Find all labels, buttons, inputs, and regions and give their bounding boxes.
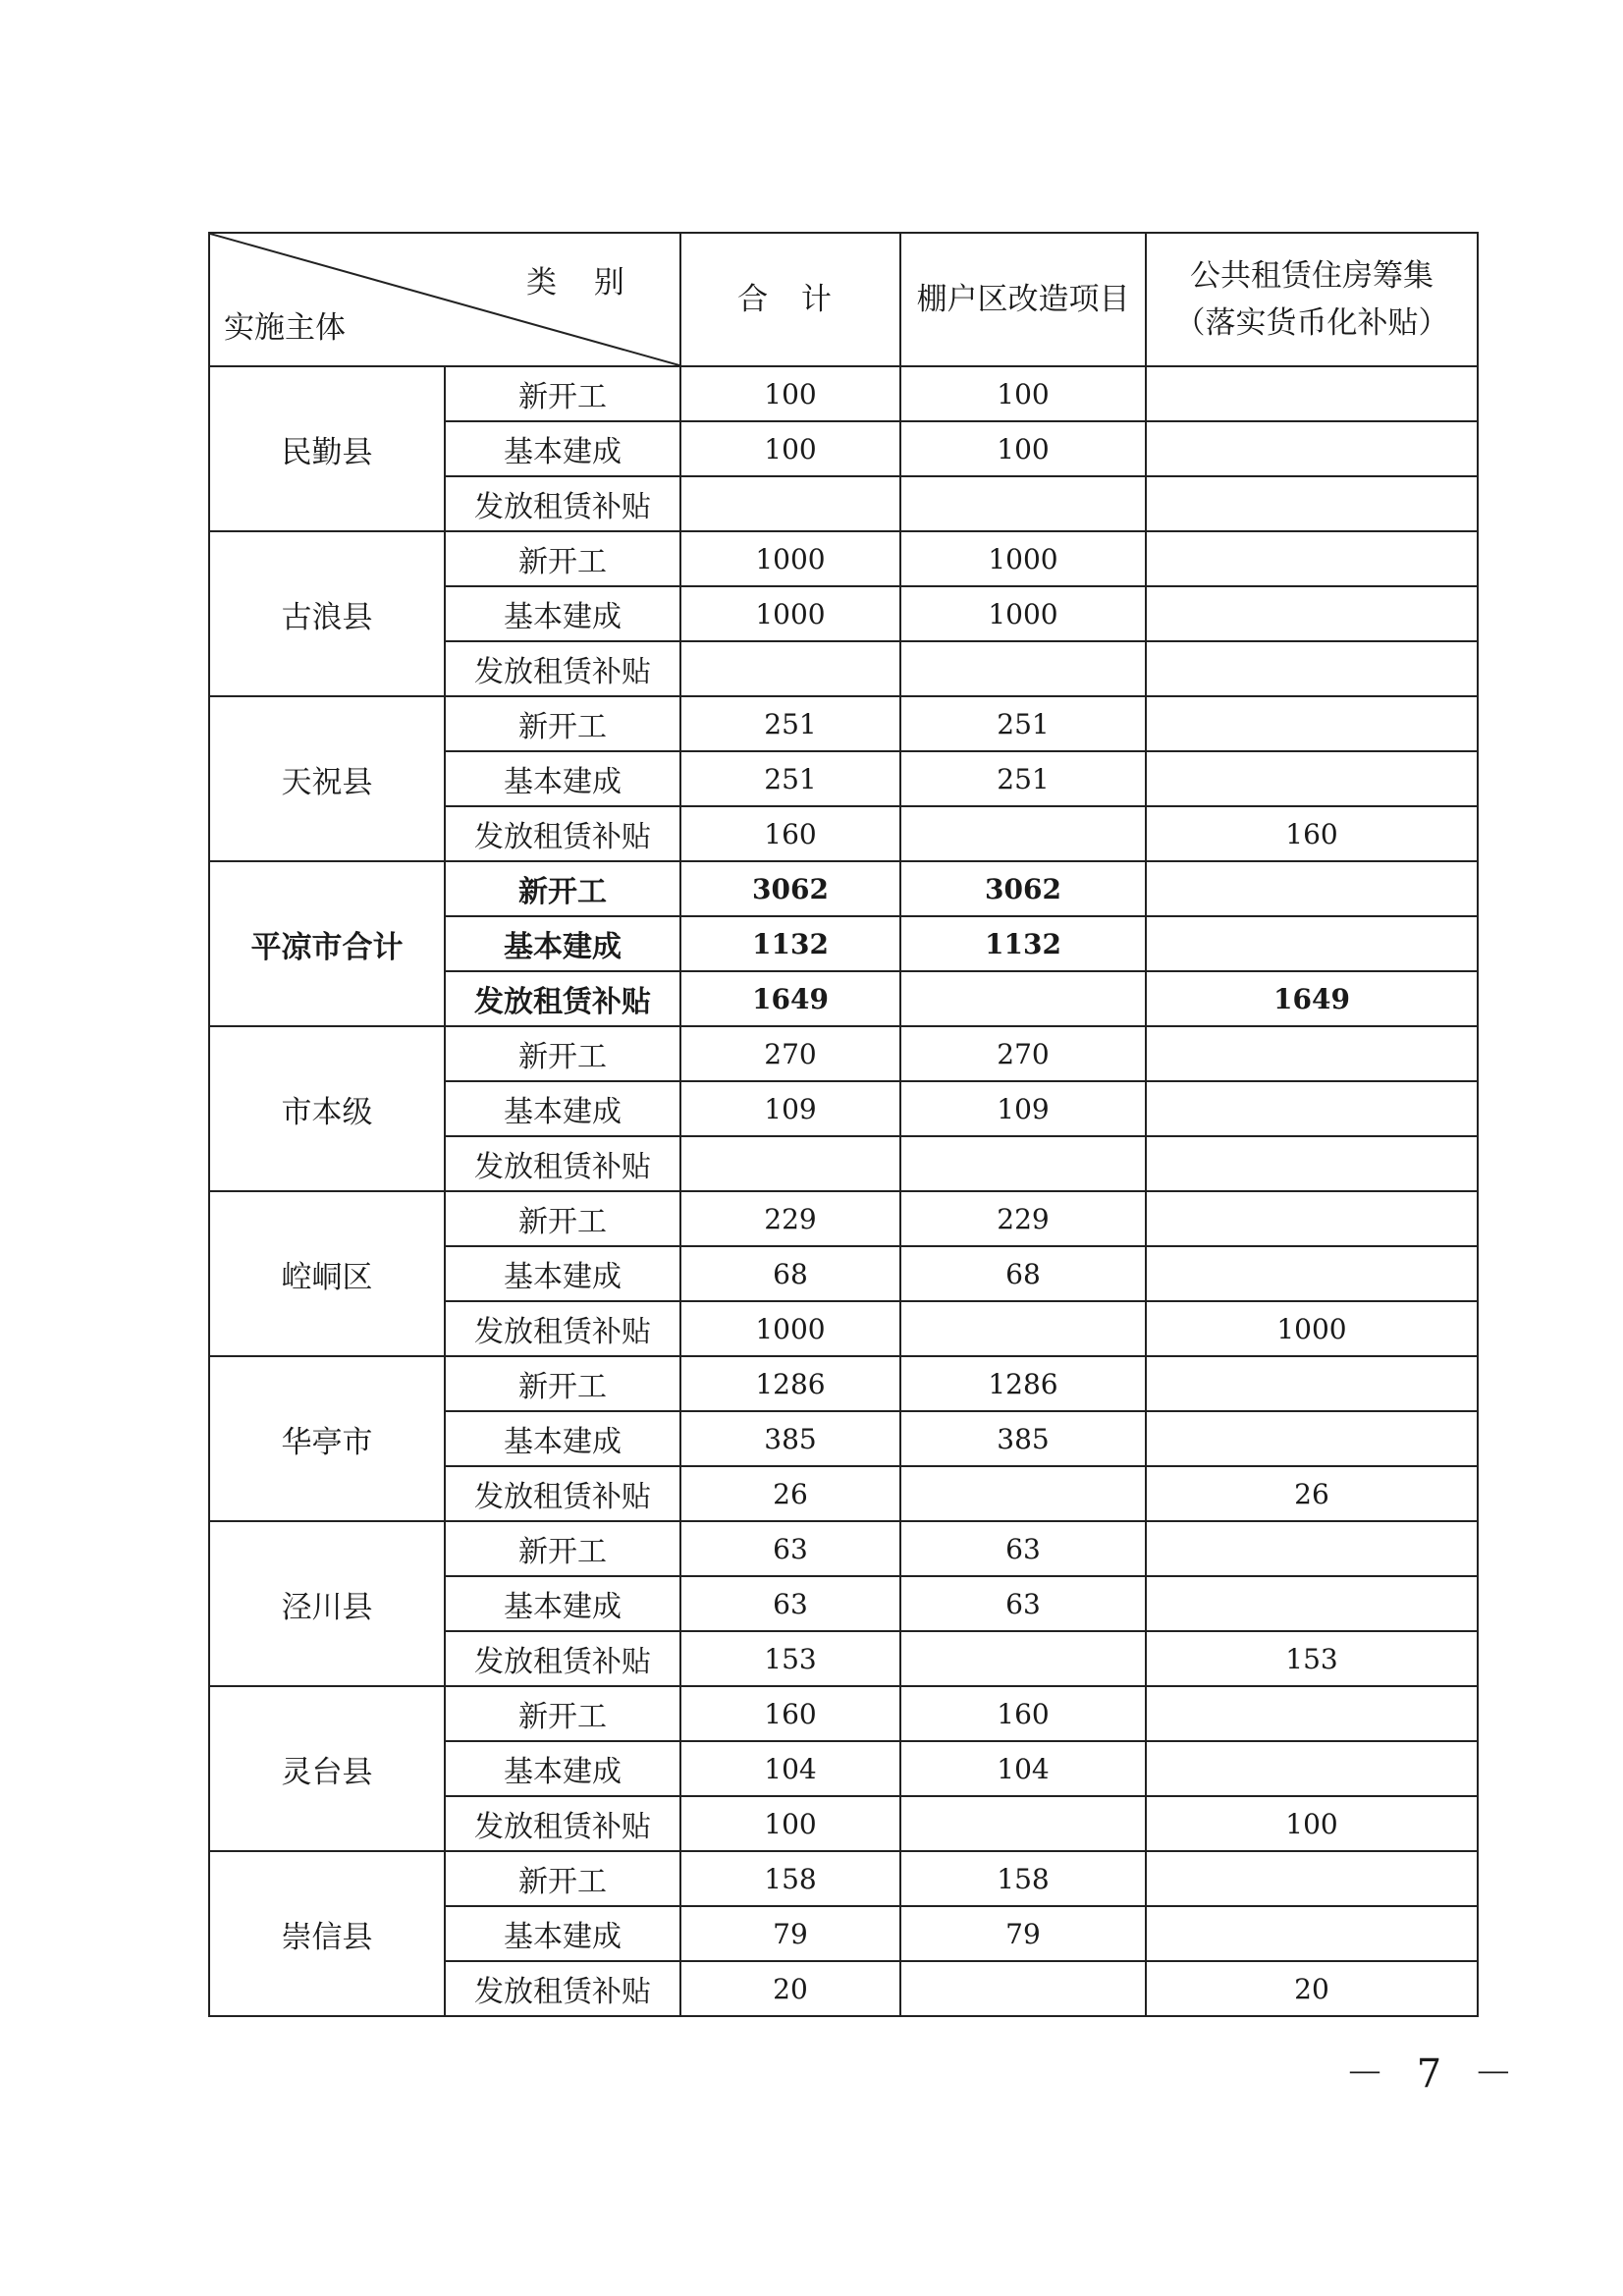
category-cell: 发放租赁补贴 xyxy=(445,806,680,861)
shantytown-value-cell: 63 xyxy=(900,1576,1146,1631)
public-rental-value-cell xyxy=(1146,586,1478,641)
public-rental-value-cell xyxy=(1146,1906,1478,1961)
shantytown-value-cell xyxy=(900,476,1146,531)
category-cell: 基本建成 xyxy=(445,1741,680,1796)
category-cell: 新开工 xyxy=(445,1191,680,1246)
entity-name-cell: 泾川县 xyxy=(209,1521,445,1686)
public-rental-value-cell: 1649 xyxy=(1146,971,1478,1026)
public-rental-value-cell xyxy=(1146,1851,1478,1906)
table-row xyxy=(209,861,1478,916)
category-cell: 新开工 xyxy=(445,1851,680,1906)
public-rental-value-cell xyxy=(1146,1576,1478,1631)
shantytown-value-cell xyxy=(900,1961,1146,2016)
public-rental-value-cell xyxy=(1146,421,1478,476)
page-number: － 7 － xyxy=(1345,2051,1523,2097)
category-cell: 发放租赁补贴 xyxy=(445,1301,680,1356)
total-value-cell: 1286 xyxy=(680,1356,900,1411)
total-value-cell: 1000 xyxy=(680,531,900,586)
table-row xyxy=(209,1686,1478,1741)
entity-name-cell: 崇信县 xyxy=(209,1851,445,2016)
shantytown-value-cell xyxy=(900,641,1146,696)
shantytown-value-cell: 1000 xyxy=(900,531,1146,586)
shantytown-value-cell: 1000 xyxy=(900,586,1146,641)
public-rental-value-cell xyxy=(1146,641,1478,696)
category-cell: 基本建成 xyxy=(445,1246,680,1301)
entity-header-label: 实施主体 xyxy=(224,310,346,346)
public-rental-value-cell xyxy=(1146,861,1478,916)
public-rental-value-cell: 160 xyxy=(1146,806,1478,861)
table-row xyxy=(209,531,1478,586)
public-rental-value-cell xyxy=(1146,366,1478,421)
table-body xyxy=(209,366,1478,2016)
shantytown-value-cell: 1286 xyxy=(900,1356,1146,1411)
total-value-cell: 79 xyxy=(680,1906,900,1961)
total-value-cell: 158 xyxy=(680,1851,900,1906)
category-cell: 发放租赁补贴 xyxy=(445,1136,680,1191)
total-value-cell xyxy=(680,641,900,696)
total-column-header: 合 计 xyxy=(680,233,900,366)
public-rental-value-cell xyxy=(1146,1686,1478,1741)
table-row xyxy=(209,1356,1478,1411)
table-row xyxy=(209,1521,1478,1576)
public-rental-value-cell: 26 xyxy=(1146,1466,1478,1521)
table-row xyxy=(209,1191,1478,1246)
shantytown-value-cell xyxy=(900,1796,1146,1851)
category-cell: 发放租赁补贴 xyxy=(445,641,680,696)
table-header-row xyxy=(209,233,1478,366)
category-cell: 发放租赁补贴 xyxy=(445,1631,680,1686)
public-rental-value-cell xyxy=(1146,531,1478,586)
total-value-cell: 20 xyxy=(680,1961,900,2016)
total-value-cell: 104 xyxy=(680,1741,900,1796)
category-cell: 发放租赁补贴 xyxy=(445,476,680,531)
entity-name-cell: 崆峒区 xyxy=(209,1191,445,1356)
total-value-cell: 270 xyxy=(680,1026,900,1081)
shantytown-value-cell: 1132 xyxy=(900,916,1146,971)
shantytown-value-cell: 251 xyxy=(900,696,1146,751)
public-rental-value-cell xyxy=(1146,751,1478,806)
public-rental-header-line1: 公共租赁住房筹集 xyxy=(1190,258,1434,294)
entity-name-cell: 平凉市合计 xyxy=(209,861,445,1026)
total-value-cell: 1132 xyxy=(680,916,900,971)
category-cell: 基本建成 xyxy=(445,1906,680,1961)
total-value-cell: 26 xyxy=(680,1466,900,1521)
category-cell: 新开工 xyxy=(445,1356,680,1411)
entity-name-cell: 华亭市 xyxy=(209,1356,445,1521)
public-rental-header-line2: （落实货币化补贴） xyxy=(1174,305,1449,341)
total-value-cell xyxy=(680,1136,900,1191)
total-value-cell: 160 xyxy=(680,1686,900,1741)
category-cell: 基本建成 xyxy=(445,586,680,641)
public-rental-value-cell: 153 xyxy=(1146,1631,1478,1686)
category-cell: 新开工 xyxy=(445,366,680,421)
category-cell: 新开工 xyxy=(445,861,680,916)
shantytown-value-cell: 109 xyxy=(900,1081,1146,1136)
total-value-cell: 63 xyxy=(680,1576,900,1631)
shantytown-value-cell xyxy=(900,1301,1146,1356)
total-value-cell: 63 xyxy=(680,1521,900,1576)
shantytown-value-cell: 3062 xyxy=(900,861,1146,916)
shantytown-value-cell: 270 xyxy=(900,1026,1146,1081)
total-value-cell: 68 xyxy=(680,1246,900,1301)
entity-name-cell: 市本级 xyxy=(209,1026,445,1191)
category-cell: 基本建成 xyxy=(445,1576,680,1631)
category-header-label: 类 别 xyxy=(526,265,638,301)
total-value-cell: 1000 xyxy=(680,1301,900,1356)
public-rental-value-cell xyxy=(1146,1356,1478,1411)
public-rental-value-cell xyxy=(1146,1136,1478,1191)
shantytown-value-cell xyxy=(900,971,1146,1026)
shantytown-value-cell: 79 xyxy=(900,1906,1146,1961)
table-row xyxy=(209,1026,1478,1081)
table-row xyxy=(209,1851,1478,1906)
shantytown-value-cell: 104 xyxy=(900,1741,1146,1796)
housing-project-table xyxy=(208,232,1479,2017)
category-cell: 新开工 xyxy=(445,1521,680,1576)
public-rental-value-cell: 100 xyxy=(1146,1796,1478,1851)
entity-name-cell: 古浪县 xyxy=(209,531,445,696)
shantytown-value-cell: 63 xyxy=(900,1521,1146,1576)
category-cell: 基本建成 xyxy=(445,1411,680,1466)
public-rental-value-cell xyxy=(1146,1521,1478,1576)
public-rental-value-cell xyxy=(1146,476,1478,531)
category-cell: 基本建成 xyxy=(445,916,680,971)
category-cell: 基本建成 xyxy=(445,751,680,806)
shantytown-column-header: 棚户区改造项目 xyxy=(900,233,1146,366)
category-cell: 基本建成 xyxy=(445,1081,680,1136)
shantytown-value-cell xyxy=(900,1136,1146,1191)
total-value-cell: 251 xyxy=(680,751,900,806)
total-value-cell: 251 xyxy=(680,696,900,751)
total-value-cell: 1000 xyxy=(680,586,900,641)
category-cell: 新开工 xyxy=(445,1686,680,1741)
shantytown-value-cell: 100 xyxy=(900,366,1146,421)
total-value-cell: 100 xyxy=(680,366,900,421)
category-cell: 发放租赁补贴 xyxy=(445,1961,680,2016)
total-value-cell: 3062 xyxy=(680,861,900,916)
public-rental-value-cell: 20 xyxy=(1146,1961,1478,2016)
total-value-cell: 229 xyxy=(680,1191,900,1246)
shantytown-value-cell: 68 xyxy=(900,1246,1146,1301)
total-value-cell: 109 xyxy=(680,1081,900,1136)
table-row xyxy=(209,366,1478,421)
diagonal-header-cell xyxy=(209,233,680,366)
category-cell: 基本建成 xyxy=(445,421,680,476)
shantytown-value-cell xyxy=(900,1631,1146,1686)
shantytown-value-cell: 385 xyxy=(900,1411,1146,1466)
category-cell: 发放租赁补贴 xyxy=(445,1796,680,1851)
public-rental-value-cell xyxy=(1146,1026,1478,1081)
entity-name-cell: 民勤县 xyxy=(209,366,445,531)
category-cell: 新开工 xyxy=(445,1026,680,1081)
public-rental-value-cell xyxy=(1146,1741,1478,1796)
public-rental-value-cell: 1000 xyxy=(1146,1301,1478,1356)
category-cell: 新开工 xyxy=(445,531,680,586)
shantytown-value-cell: 158 xyxy=(900,1851,1146,1906)
table-row xyxy=(209,696,1478,751)
category-cell: 发放租赁补贴 xyxy=(445,1466,680,1521)
total-value-cell: 1649 xyxy=(680,971,900,1026)
shantytown-value-cell xyxy=(900,806,1146,861)
total-value-cell: 153 xyxy=(680,1631,900,1686)
public-rental-value-cell xyxy=(1146,1246,1478,1301)
public-rental-value-cell xyxy=(1146,916,1478,971)
public-rental-value-cell xyxy=(1146,696,1478,751)
shantytown-value-cell xyxy=(900,1466,1146,1521)
total-value-cell: 160 xyxy=(680,806,900,861)
shantytown-value-cell: 251 xyxy=(900,751,1146,806)
shantytown-value-cell: 229 xyxy=(900,1191,1146,1246)
category-cell: 发放租赁补贴 xyxy=(445,971,680,1026)
public-rental-value-cell xyxy=(1146,1411,1478,1466)
total-value-cell: 100 xyxy=(680,421,900,476)
total-value-cell xyxy=(680,476,900,531)
total-value-cell: 100 xyxy=(680,1796,900,1851)
public-rental-column-header xyxy=(1146,233,1478,366)
public-rental-value-cell xyxy=(1146,1191,1478,1246)
shantytown-value-cell: 100 xyxy=(900,421,1146,476)
total-value-cell: 385 xyxy=(680,1411,900,1466)
shantytown-value-cell: 160 xyxy=(900,1686,1146,1741)
entity-name-cell: 灵台县 xyxy=(209,1686,445,1851)
category-cell: 新开工 xyxy=(445,696,680,751)
public-rental-value-cell xyxy=(1146,1081,1478,1136)
entity-name-cell: 天祝县 xyxy=(209,696,445,861)
